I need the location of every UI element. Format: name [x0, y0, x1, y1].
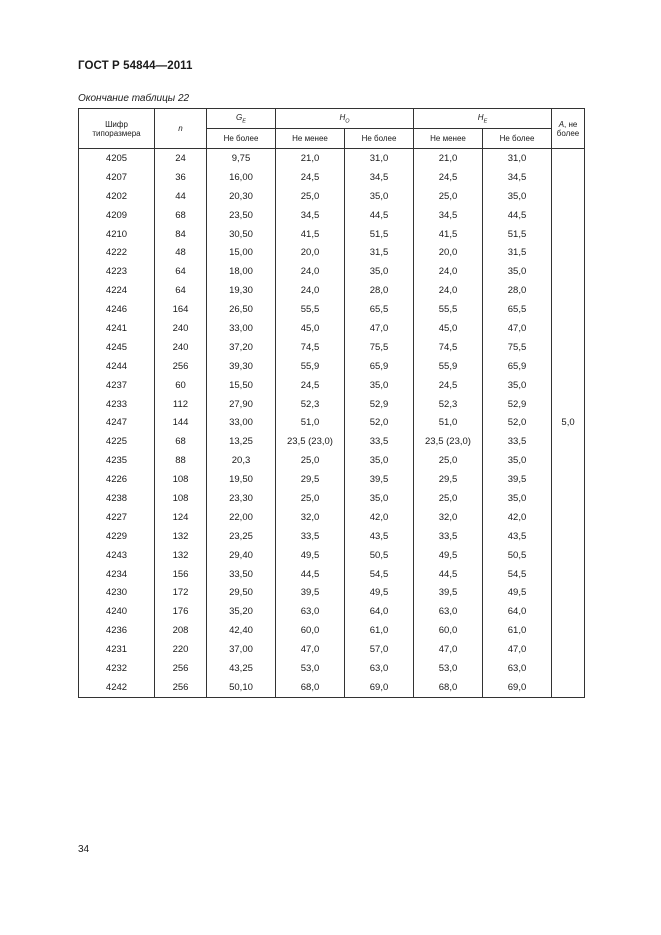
cell-g-limit: 33,50	[207, 565, 276, 584]
table-row	[79, 432, 585, 451]
cell-h-e-max: 63,0	[483, 659, 552, 678]
cell-h-o-max: 43,5	[345, 527, 414, 546]
cell-g-limit: 43,25	[207, 659, 276, 678]
cell-h-o-max: 49,5	[345, 583, 414, 602]
header-h-o-min: Не менее	[276, 129, 345, 149]
table-row	[79, 243, 585, 262]
cell-h-o-min: 45,0	[276, 319, 345, 338]
cell-h-o-min: 60,0	[276, 621, 345, 640]
cell-h-o-max: 54,5	[345, 565, 414, 584]
cell-h-e-min: 24,0	[414, 281, 483, 300]
cell-h-e-max: 75,5	[483, 338, 552, 357]
cell-h-o-min: 49,5	[276, 546, 345, 565]
cell-h-e-max: 54,5	[483, 565, 552, 584]
header-n-symbol: n	[178, 124, 183, 133]
cell-code: 4244	[79, 357, 155, 376]
cell-h-e-max: 65,5	[483, 300, 552, 319]
cell-h-e-min: 74,5	[414, 338, 483, 357]
cell-h-o-max: 61,0	[345, 621, 414, 640]
table-row	[79, 602, 585, 621]
cell-h-e-min: 63,0	[414, 602, 483, 621]
cell-h-o-max: 75,5	[345, 338, 414, 357]
cell-g-limit: 13,25	[207, 432, 276, 451]
cell-h-o-max: 63,0	[345, 659, 414, 678]
cell-h-o-min: 55,9	[276, 357, 345, 376]
header-g-symbol: G	[236, 112, 243, 122]
cell-h-e-min: 55,9	[414, 357, 483, 376]
cell-code: 4209	[79, 206, 155, 225]
cell-g-limit: 19,30	[207, 281, 276, 300]
cell-h-e-min: 25,0	[414, 451, 483, 470]
cell-h-e-min: 53,0	[414, 659, 483, 678]
cell-g-limit: 20,3	[207, 451, 276, 470]
cell-h-o-max: 65,5	[345, 300, 414, 319]
cell-h-e-max: 49,5	[483, 583, 552, 602]
cell-h-o-min: 24,0	[276, 281, 345, 300]
cell-h-o-min: 52,3	[276, 395, 345, 414]
table-row	[79, 583, 585, 602]
cell-n: 112	[155, 395, 207, 414]
cell-h-o-min: 33,5	[276, 527, 345, 546]
cell-n: 132	[155, 546, 207, 565]
cell-h-o-max: 33,5	[345, 432, 414, 451]
table-row	[79, 678, 585, 697]
cell-h-o-min: 23,5 (23,0)	[276, 432, 345, 451]
cell-n: 64	[155, 281, 207, 300]
cell-h-o-min: 51,0	[276, 413, 345, 432]
cell-h-e-max: 35,0	[483, 187, 552, 206]
cell-g-limit: 33,00	[207, 413, 276, 432]
cell-g-limit: 33,00	[207, 319, 276, 338]
cell-code: 4226	[79, 470, 155, 489]
cell-code: 4205	[79, 149, 155, 168]
cell-h-o-max: 39,5	[345, 470, 414, 489]
cell-h-o-min: 24,5	[276, 376, 345, 395]
cell-code: 4223	[79, 262, 155, 281]
cell-h-o-min: 55,5	[276, 300, 345, 319]
cell-n: 256	[155, 659, 207, 678]
table-row	[79, 489, 585, 508]
cell-g-limit: 15,00	[207, 243, 276, 262]
table-row	[79, 470, 585, 489]
cell-h-o-min: 25,0	[276, 451, 345, 470]
cell-h-o-max: 28,0	[345, 281, 414, 300]
cell-h-o-max: 50,5	[345, 546, 414, 565]
cell-n: 256	[155, 678, 207, 697]
cell-n: 144	[155, 413, 207, 432]
cell-code: 4207	[79, 168, 155, 187]
cell-n: 176	[155, 602, 207, 621]
table-row	[79, 319, 585, 338]
table-row	[79, 659, 585, 678]
cell-h-e-max: 31,0	[483, 149, 552, 168]
table-row	[79, 357, 585, 376]
cell-h-e-max: 44,5	[483, 206, 552, 225]
cell-h-o-max: 64,0	[345, 602, 414, 621]
cell-g-limit: 26,50	[207, 300, 276, 319]
header-n	[155, 109, 207, 149]
cell-h-o-max: 47,0	[345, 319, 414, 338]
cell-h-e-max: 43,5	[483, 527, 552, 546]
cell-h-e-min: 44,5	[414, 565, 483, 584]
cell-g-limit: 23,25	[207, 527, 276, 546]
cell-code: 4246	[79, 300, 155, 319]
cell-h-o-max: 34,5	[345, 168, 414, 187]
cell-h-e-min: 68,0	[414, 678, 483, 697]
cell-h-o-max: 57,0	[345, 640, 414, 659]
cell-h-e-min: 47,0	[414, 640, 483, 659]
cell-g-limit: 22,00	[207, 508, 276, 527]
table-row	[79, 413, 585, 432]
cell-n: 240	[155, 319, 207, 338]
cell-code: 4243	[79, 546, 155, 565]
cell-g-limit: 29,40	[207, 546, 276, 565]
cell-code: 4236	[79, 621, 155, 640]
cell-code: 4245	[79, 338, 155, 357]
cell-h-e-min: 29,5	[414, 470, 483, 489]
cell-a-value: 5,0	[552, 149, 585, 698]
cell-code: 4235	[79, 451, 155, 470]
cell-h-e-min: 24,0	[414, 262, 483, 281]
cell-h-e-max: 65,9	[483, 357, 552, 376]
cell-h-o-min: 39,5	[276, 583, 345, 602]
cell-n: 172	[155, 583, 207, 602]
cell-code: 4210	[79, 225, 155, 244]
header-h-e	[414, 109, 552, 129]
table-row	[79, 168, 585, 187]
table-row	[79, 149, 585, 168]
cell-h-e-max: 47,0	[483, 640, 552, 659]
table-row	[79, 640, 585, 659]
cell-n: 84	[155, 225, 207, 244]
cell-h-e-min: 25,0	[414, 187, 483, 206]
cell-h-e-max: 34,5	[483, 168, 552, 187]
cell-n: 156	[155, 565, 207, 584]
cell-code: 4225	[79, 432, 155, 451]
table-row	[79, 395, 585, 414]
cell-h-e-min: 34,5	[414, 206, 483, 225]
header-code: Шифр типоразмера	[79, 109, 155, 149]
cell-h-e-max: 47,0	[483, 319, 552, 338]
cell-h-e-min: 39,5	[414, 583, 483, 602]
cell-g-limit: 23,30	[207, 489, 276, 508]
cell-g-limit: 35,20	[207, 602, 276, 621]
cell-h-e-max: 50,5	[483, 546, 552, 565]
header-h-o-max: Не более	[345, 129, 414, 149]
table-row	[79, 376, 585, 395]
cell-h-o-max: 69,0	[345, 678, 414, 697]
cell-n: 44	[155, 187, 207, 206]
cell-code: 4238	[79, 489, 155, 508]
cell-n: 220	[155, 640, 207, 659]
cell-h-e-min: 41,5	[414, 225, 483, 244]
cell-h-o-min: 24,0	[276, 262, 345, 281]
cell-n: 132	[155, 527, 207, 546]
cell-h-o-max: 42,0	[345, 508, 414, 527]
cell-g-limit: 42,40	[207, 621, 276, 640]
header-h-o	[276, 109, 414, 129]
table-row	[79, 546, 585, 565]
cell-g-limit: 16,00	[207, 168, 276, 187]
cell-g-limit: 23,50	[207, 206, 276, 225]
cell-h-e-min: 24,5	[414, 376, 483, 395]
cell-h-e-max: 42,0	[483, 508, 552, 527]
table-row	[79, 262, 585, 281]
cell-h-o-min: 34,5	[276, 206, 345, 225]
cell-h-o-min: 47,0	[276, 640, 345, 659]
header-h-o-subscript: O	[345, 118, 350, 125]
cell-h-o-max: 35,0	[345, 451, 414, 470]
cell-h-o-max: 35,0	[345, 489, 414, 508]
table-caption: Окончание таблицы 22	[78, 93, 190, 104]
cell-h-e-min: 49,5	[414, 546, 483, 565]
cell-code: 4227	[79, 508, 155, 527]
cell-code: 4234	[79, 565, 155, 584]
cell-h-o-max: 35,0	[345, 262, 414, 281]
cell-h-e-max: 31,5	[483, 243, 552, 262]
cell-h-e-max: 35,0	[483, 376, 552, 395]
table-body	[79, 149, 585, 698]
cell-h-o-max: 31,0	[345, 149, 414, 168]
cell-h-e-min: 33,5	[414, 527, 483, 546]
header-g	[207, 109, 276, 129]
header-h-e-min: Не менее	[414, 129, 483, 149]
cell-h-o-max: 52,0	[345, 413, 414, 432]
cell-h-o-min: 63,0	[276, 602, 345, 621]
cell-code: 4247	[79, 413, 155, 432]
cell-h-o-min: 20,0	[276, 243, 345, 262]
cell-g-limit: 37,20	[207, 338, 276, 357]
cell-h-o-max: 51,5	[345, 225, 414, 244]
cell-h-o-max: 52,9	[345, 395, 414, 414]
cell-h-e-min: 32,0	[414, 508, 483, 527]
cell-h-o-max: 35,0	[345, 376, 414, 395]
header-a-label: , не более	[556, 119, 580, 138]
cell-g-limit: 27,90	[207, 395, 276, 414]
cell-h-o-max: 44,5	[345, 206, 414, 225]
cell-h-e-max: 33,5	[483, 432, 552, 451]
cell-n: 48	[155, 243, 207, 262]
cell-h-o-min: 25,0	[276, 187, 345, 206]
cell-h-e-max: 39,5	[483, 470, 552, 489]
cell-n: 60	[155, 376, 207, 395]
cell-n: 88	[155, 451, 207, 470]
cell-h-o-max: 31,5	[345, 243, 414, 262]
cell-h-e-max: 35,0	[483, 451, 552, 470]
cell-h-o-min: 21,0	[276, 149, 345, 168]
cell-h-e-min: 20,0	[414, 243, 483, 262]
table-row	[79, 527, 585, 546]
cell-h-o-min: 41,5	[276, 225, 345, 244]
cell-code: 4222	[79, 243, 155, 262]
cell-g-limit: 9,75	[207, 149, 276, 168]
cell-g-limit: 29,50	[207, 583, 276, 602]
page-number: 34	[78, 844, 90, 855]
cell-n: 24	[155, 149, 207, 168]
cell-h-e-max: 64,0	[483, 602, 552, 621]
document-standard-title: ГОСТ Р 54844—2011	[78, 60, 193, 72]
cell-h-o-min: 74,5	[276, 338, 345, 357]
header-h-e-max: Не более	[483, 129, 552, 149]
cell-n: 208	[155, 621, 207, 640]
cell-n: 68	[155, 432, 207, 451]
cell-h-e-max: 28,0	[483, 281, 552, 300]
header-g-limit: Не более	[207, 129, 276, 149]
cell-code: 4233	[79, 395, 155, 414]
cell-h-o-max: 35,0	[345, 187, 414, 206]
cell-g-limit: 30,50	[207, 225, 276, 244]
header-a	[552, 109, 585, 149]
table-row	[79, 621, 585, 640]
cell-n: 108	[155, 470, 207, 489]
cell-code: 4202	[79, 187, 155, 206]
cell-g-limit: 20,30	[207, 187, 276, 206]
header-g-subscript: E	[242, 118, 246, 125]
cell-n: 164	[155, 300, 207, 319]
header-h-e-symbol: H	[477, 112, 484, 122]
cell-n: 124	[155, 508, 207, 527]
table-row	[79, 225, 585, 244]
cell-h-o-max: 65,9	[345, 357, 414, 376]
header-h-e-subscript: E	[483, 118, 488, 125]
cell-code: 4237	[79, 376, 155, 395]
cell-h-o-min: 68,0	[276, 678, 345, 697]
cell-g-limit: 18,00	[207, 262, 276, 281]
cell-code: 4230	[79, 583, 155, 602]
cell-n: 36	[155, 168, 207, 187]
table-row	[79, 300, 585, 319]
cell-n: 68	[155, 206, 207, 225]
table-row	[79, 508, 585, 527]
cell-g-limit: 39,30	[207, 357, 276, 376]
table-row	[79, 451, 585, 470]
table-row	[79, 206, 585, 225]
cell-g-limit: 50,10	[207, 678, 276, 697]
cell-h-e-max: 35,0	[483, 262, 552, 281]
table-row	[79, 338, 585, 357]
cell-code: 4229	[79, 527, 155, 546]
cell-g-limit: 37,00	[207, 640, 276, 659]
table-row	[79, 187, 585, 206]
table-row	[79, 281, 585, 300]
cell-h-e-max: 51,5	[483, 225, 552, 244]
cell-h-e-min: 25,0	[414, 489, 483, 508]
cell-n: 240	[155, 338, 207, 357]
cell-h-e-min: 55,5	[414, 300, 483, 319]
cell-code: 4242	[79, 678, 155, 697]
cell-h-o-min: 25,0	[276, 489, 345, 508]
cell-h-e-max: 52,9	[483, 395, 552, 414]
cell-g-limit: 19,50	[207, 470, 276, 489]
cell-g-limit: 15,50	[207, 376, 276, 395]
cell-h-e-min: 24,5	[414, 168, 483, 187]
cell-h-e-max: 69,0	[483, 678, 552, 697]
cell-h-e-min: 21,0	[414, 149, 483, 168]
cell-h-e-min: 52,3	[414, 395, 483, 414]
cell-code: 4241	[79, 319, 155, 338]
cell-h-e-max: 61,0	[483, 621, 552, 640]
cell-n: 108	[155, 489, 207, 508]
cell-h-e-min: 51,0	[414, 413, 483, 432]
cell-h-e-max: 35,0	[483, 489, 552, 508]
cell-h-o-min: 29,5	[276, 470, 345, 489]
cell-h-e-min: 60,0	[414, 621, 483, 640]
cell-code: 4231	[79, 640, 155, 659]
cell-h-e-min: 45,0	[414, 319, 483, 338]
cell-n: 64	[155, 262, 207, 281]
cell-h-o-min: 53,0	[276, 659, 345, 678]
cell-h-o-min: 24,5	[276, 168, 345, 187]
data-table-container	[78, 108, 585, 698]
header-h-o-symbol: H	[339, 112, 346, 122]
cell-code: 4240	[79, 602, 155, 621]
cell-code: 4224	[79, 281, 155, 300]
cell-h-o-min: 44,5	[276, 565, 345, 584]
cell-n: 256	[155, 357, 207, 376]
table-row	[79, 565, 585, 584]
cell-h-e-max: 52,0	[483, 413, 552, 432]
cell-code: 4232	[79, 659, 155, 678]
header-a-symbol: A	[558, 119, 565, 129]
cell-h-o-min: 32,0	[276, 508, 345, 527]
cell-h-e-min: 23,5 (23,0)	[414, 432, 483, 451]
data-table	[78, 108, 585, 698]
